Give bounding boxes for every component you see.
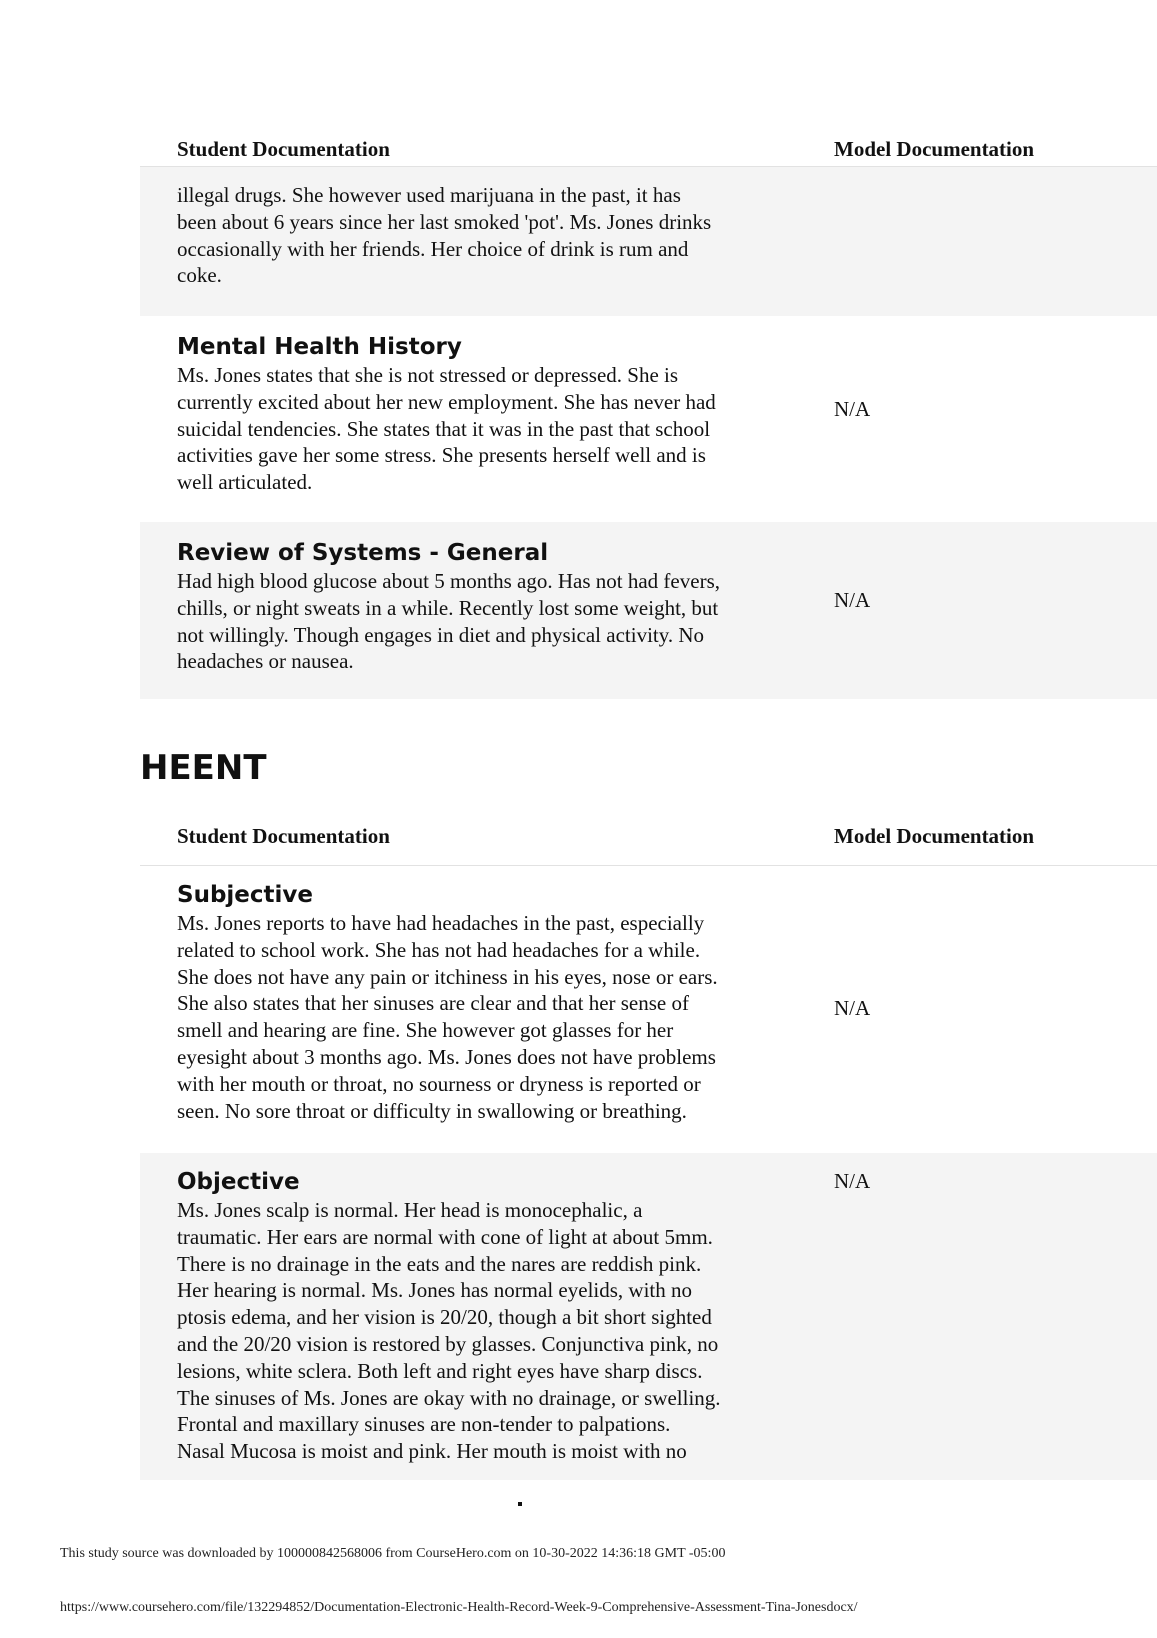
row-heading: Mental Health History bbox=[177, 334, 462, 360]
row-heading: Objective bbox=[177, 1169, 300, 1195]
row-heading: Review of Systems - General bbox=[177, 540, 549, 566]
header-student-documentation: Student Documentation bbox=[177, 824, 390, 848]
table-row-substance-use bbox=[140, 167, 1157, 316]
row-text: Ms. Jones reports to have had headaches in the past, especially related to school work. She has not had headaches for a while. She does not have any pain or itchiness in his eyes, nose or ears. She also states that her sinuses are clear and that her sense of smell and hearing are fine. She however got glasses for her eyesight about 3 months ago. Ms. Jones does not have problems with her mouth or throat, no sourness or dryness is reported or seen. No sore throat or difficulty in swallowing or breathing. bbox=[177, 911, 718, 1123]
page-dot bbox=[518, 1502, 522, 1506]
row-heading: Subjective bbox=[177, 882, 313, 908]
student-cell bbox=[177, 1167, 787, 1465]
student-cell bbox=[177, 332, 787, 496]
table-row-mental-health-history bbox=[140, 316, 1157, 522]
row-text: Ms. Jones scalp is normal. Her head is monocephalic, a traumatic. Her ears are normal with cone of light at about 5mm. There is no drainage in the eats and the nares are reddish pink. Her hearing is normal. Ms. Jones has normal eyelids, with no ptosis edema, and her vision is 20/20, though a bit short sighted and the 20/20 vision is restored by glasses. Conjunctiva pink, no lesions, white sclera. Both left and right eyes have sharp discs. The sinuses of Ms. Jones are okay with no drainage, or swelling. Frontal and maxillary sinuses are non-tender to palpations. Nasal Mucosa is moist and pink. Her mouth is moist with no bbox=[177, 1198, 721, 1464]
model-cell: N/A bbox=[834, 397, 871, 421]
table-row-objective bbox=[140, 1153, 1157, 1480]
section-title-heent: HEENT bbox=[140, 748, 267, 788]
table-header bbox=[140, 813, 1157, 866]
model-cell: N/A bbox=[834, 588, 871, 612]
student-cell bbox=[177, 880, 787, 1124]
header-model-documentation: Model Documentation bbox=[834, 824, 1035, 848]
documentation-table-2 bbox=[140, 813, 1157, 1480]
header-model-documentation: Model Documentation bbox=[834, 137, 1035, 161]
row-text: Had high blood glucose about 5 months ago. Has not had fevers, chills, or night sweats in a while. Recently lost some weight, but not willingly. Though engages in diet and physical activity. No headaches or nausea. bbox=[177, 569, 720, 674]
student-cell bbox=[177, 182, 787, 289]
student-cell bbox=[177, 538, 787, 675]
table-row-subjective bbox=[140, 866, 1157, 1153]
model-cell: N/A bbox=[834, 996, 871, 1020]
footer-source-line: This study source was downloaded by 100000842568006 from CourseHero.com on 10-30-2022 14:36:18 GMT -05:00 bbox=[60, 1546, 726, 1561]
header-student-documentation: Student Documentation bbox=[177, 137, 390, 161]
table-header bbox=[140, 126, 1157, 167]
model-cell: N/A bbox=[834, 1169, 871, 1193]
row-text: illegal drugs. She however used marijuana in the past, it has been about 6 years since her last smoked 'pot'. Ms. Jones drinks occasionally with her friends. Her choice of drink is rum and coke. bbox=[177, 183, 712, 288]
table-row-review-of-systems-general bbox=[140, 522, 1157, 699]
documentation-table-1 bbox=[140, 126, 1157, 699]
row-text: Ms. Jones states that she is not stressed or depressed. She is currently excited about her new employment. She has never had suicidal tendencies. She states that it was in the past that school activities gave her some stress. She presents herself well and is well articulated. bbox=[177, 363, 716, 495]
footer-url[interactable]: https://www.coursehero.com/file/132294852/Documentation-Electronic-Health-Record-Week-9-Comprehensive-Assessment-Tina-Jonesdocx/ bbox=[60, 1600, 858, 1615]
